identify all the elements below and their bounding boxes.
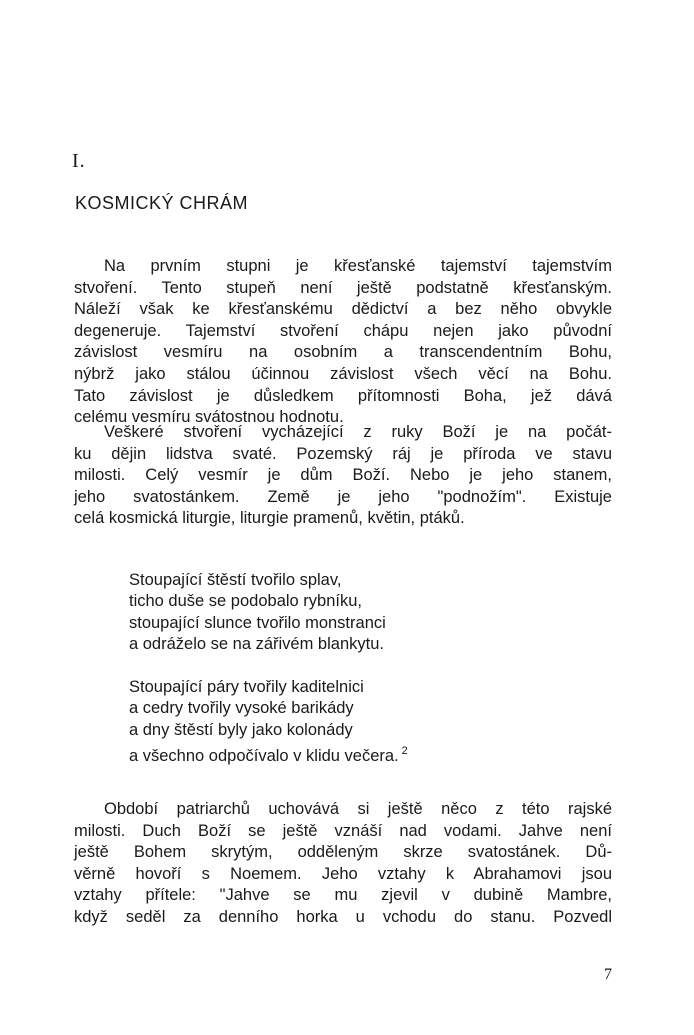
poem-line: a cedry tvořily vysoké barikády (129, 699, 354, 718)
poem-line-last (129, 741, 408, 767)
text-line: Na prvním stupni je křesťanské tajemství tajemstvím (104, 257, 612, 275)
chapter-title: KOSMICKÝ CHRÁM (75, 193, 249, 213)
paragraph-1 (74, 256, 612, 429)
text-line: Období patriarchů uchovává si ještě něco z této rajské (104, 800, 612, 818)
poem-line: Stoupající páry tvořily kaditelnici (129, 678, 364, 697)
text-line: celá kosmická liturgie, liturgie pramenů, květin, ptáků. (74, 509, 465, 528)
text-line: milosti. Duch Boží se ještě vznáší nad vodami. Jahve není (74, 821, 612, 840)
text-line: Náleží však ke křesťanskému dědictví a bez něho obvykle (74, 300, 612, 319)
poem-stanza-2 (129, 677, 408, 768)
text-line: Veškeré stvoření vycházející z ruky Boží je na počát- (104, 423, 612, 441)
page-number: 7 (604, 966, 612, 983)
text-line: stvoření. Tento stupeň není ještě podstatně křesťanským. (74, 278, 612, 297)
poem-line: a dny štěstí byly jako kolonády (129, 720, 353, 739)
text-line: věrně hovoří s Noemem. Jeho vztahy k Abrahamovi jsou (74, 864, 612, 883)
poem-line: Stoupající štěstí tvořilo splav, (129, 571, 342, 589)
poem-stanza-1 (129, 570, 408, 656)
poem-line: a odráželo se na zářivém blankytu. (129, 635, 384, 654)
text-line: celému vesmíru svátostnou hodnotu. (74, 408, 344, 427)
text-line: milosti. Celý vesmír je dům Boží. Nebo je jeho stanem, (74, 466, 612, 485)
text-line: jeho svatostánkem. Země je jeho "podnožím". Existuje (74, 487, 612, 506)
text-line: ku dějin lidstva svaté. Pozemský ráj je příroda ve stavu (74, 444, 612, 463)
poem-line-text: a všechno odpočívalo v klidu večera. (129, 747, 399, 766)
paragraph-3 (74, 799, 612, 929)
text-line: závislost vesmíru na osobním a transcendentním Bohu, (74, 343, 612, 362)
text-line: když seděl za denního horka u vchodu do stanu. Pozvedl (74, 907, 612, 926)
text-line: Tato závislost je důsledkem přítomnosti Boha, jež dává (74, 386, 612, 405)
text-line: degeneruje. Tajemství stvoření chápu nejen jako původní (74, 321, 612, 340)
paragraph-2 (74, 422, 612, 530)
poem-line: ticho duše se podobalo rybníku, (129, 592, 362, 611)
text-line: vztahy přítele: "Jahve se mu zjevil v dubině Mambre, (74, 886, 612, 905)
poem-line: stoupající slunce tvořilo monstranci (129, 613, 386, 632)
chapter-number: I. (72, 150, 86, 172)
text-line: nýbrž jako stálou účinnou závislost všech věcí na Bohu. (74, 364, 612, 383)
poem (129, 570, 408, 789)
footnote-marker: 2 (401, 745, 408, 758)
text-line: ještě Bohem skrytým, odděleným skrze svatostánek. Dů- (74, 843, 612, 862)
